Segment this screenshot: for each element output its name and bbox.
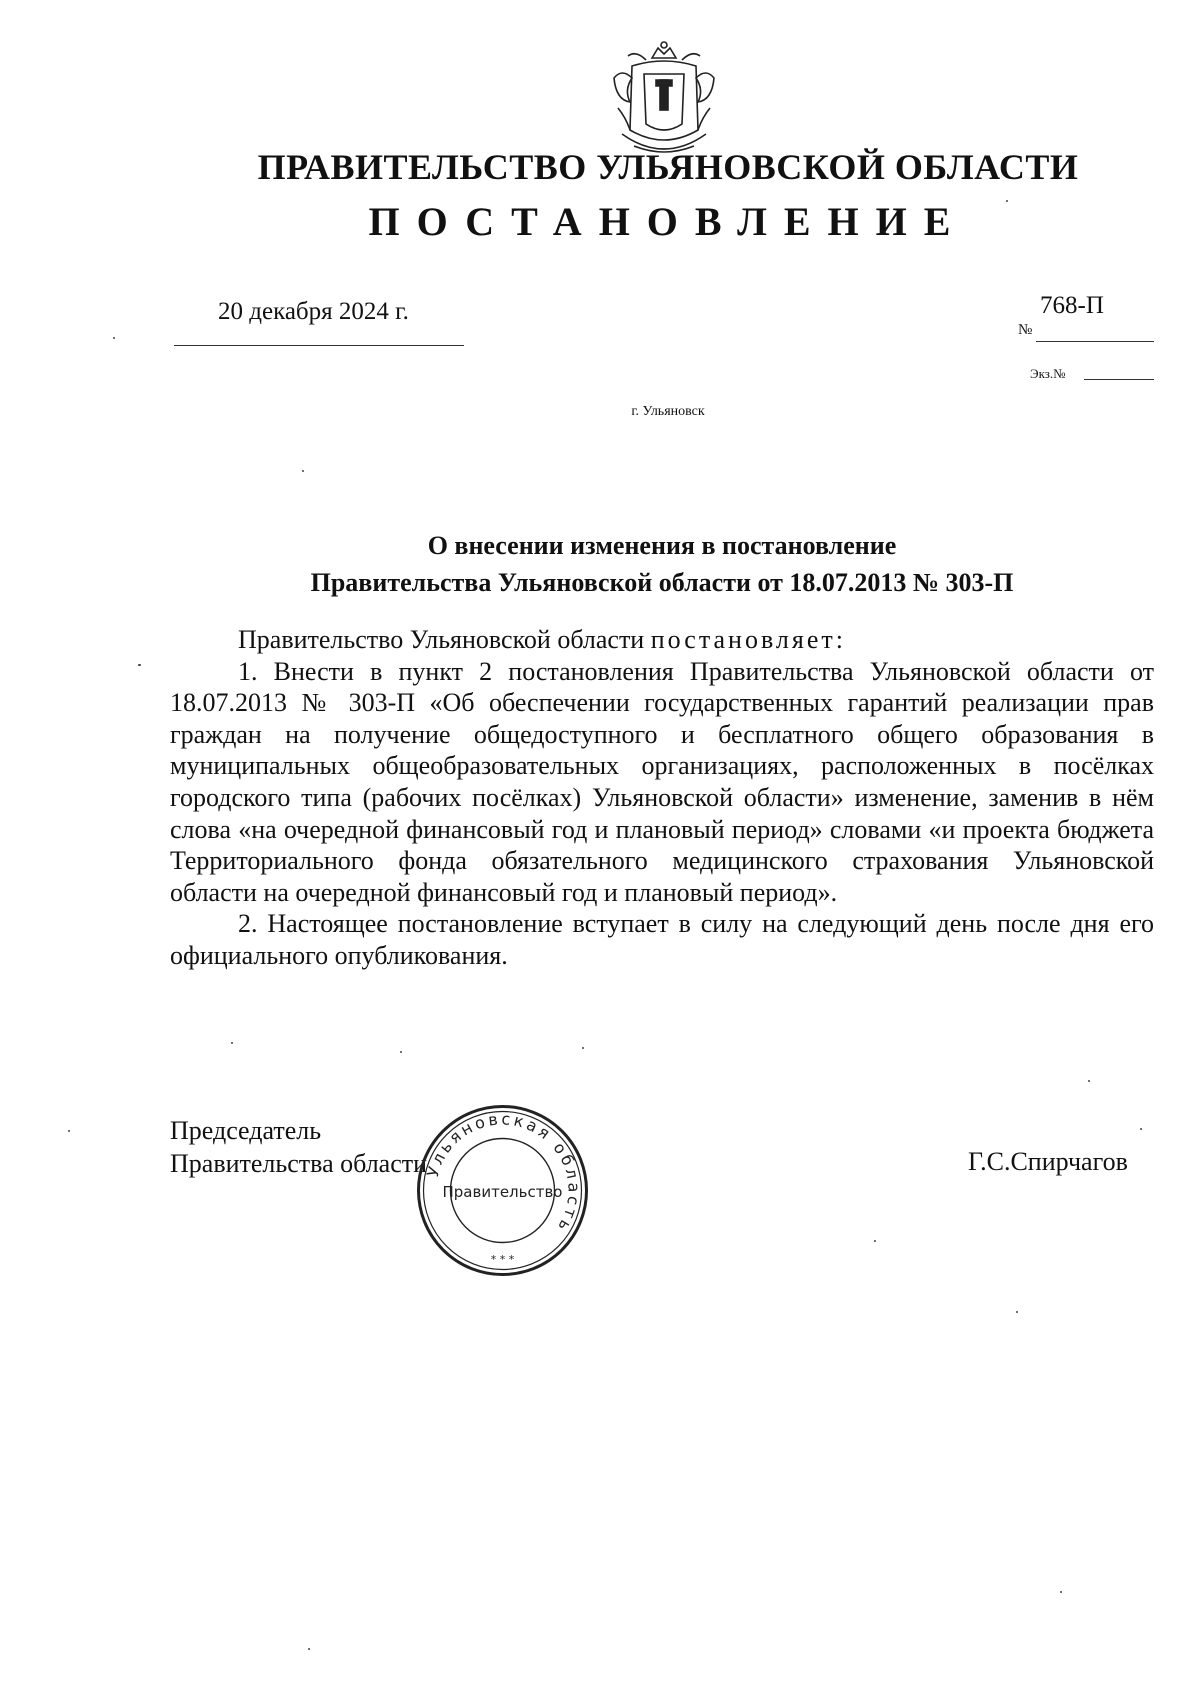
scan-speck <box>1016 1311 1018 1313</box>
number-underline <box>1036 341 1154 342</box>
scan-speck <box>400 1051 402 1053</box>
copy-number-label: Экз.№ <box>1030 366 1066 381</box>
subject-line: О внесении изменения в постановление <box>427 531 897 560</box>
scan-speck <box>138 664 141 666</box>
intro-paragraph <box>170 624 1154 656</box>
scan-speck <box>308 1648 310 1650</box>
scan-speck <box>1140 1128 1142 1130</box>
scan-speck <box>68 1130 70 1132</box>
seal-center-text: Правительство <box>442 1183 563 1201</box>
document-type: ПОСТАНОВЛЕНИЕ <box>368 199 968 244</box>
scan-speck <box>302 470 304 472</box>
item-2-paragraph: 2. Настоящее постановление вступает в силу на следующий день после дня его официального опубликования. <box>170 909 1154 970</box>
document-body <box>170 624 1154 972</box>
scan-speck <box>874 1240 876 1242</box>
intro-verb: постановляет: <box>650 625 846 654</box>
date-underline <box>174 345 464 346</box>
position-line: Председатель <box>170 1116 322 1145</box>
city: г. Ульяновск <box>631 404 705 419</box>
document-subject <box>180 527 1144 601</box>
scan-speck <box>1060 1591 1062 1593</box>
coat-of-arms-icon <box>606 38 722 162</box>
scan-speck <box>1006 200 1008 202</box>
seal-stars: * * * <box>490 1253 515 1266</box>
number-sign: № <box>1018 322 1033 338</box>
official-seal <box>415 1103 590 1278</box>
copy-number-underline <box>1084 379 1154 380</box>
intro-text: Правительство Ульяновской области <box>238 625 645 654</box>
signatory-position <box>170 1114 427 1180</box>
document-number: 768-П <box>1040 292 1104 319</box>
document-date: 20 декабря 2024 г. <box>218 298 409 325</box>
seal-ring-text: Ульяновская область <box>422 1109 584 1238</box>
scan-speck <box>231 1042 233 1044</box>
scan-speck <box>113 337 115 339</box>
signatory-name: Г.С.Спирчагов <box>968 1147 1128 1176</box>
organization-title: ПРАВИТЕЛЬСТВО УЛЬЯНОВСКОЙ ОБЛАСТИ <box>257 147 1079 187</box>
position-line: Правительства области <box>170 1149 428 1178</box>
item-1-paragraph: 1. Внести в пункт 2 постановления Правительства Ульяновской области от 18.07.2013 № 303-П «Об обеспечении государственных гарантий реализации прав граждан на получение общедоступного и бесплатного общего образования в муниципальных общеобразовательных организациях, расположенных в посёлках городского типа (рабочих посёлках) Ульяновской области» изменение, заменив в нём слова «на очередной финансовый год и плановый период» словами «и проекта бюджета Территориального фонда обязательного медицинского страхования Ульяновской области на очередной финансовый год и плановый период». <box>170 656 1154 907</box>
subject-line: Правительства Ульяновской области от 18.07.2013 № 303-П <box>310 568 1014 597</box>
scan-speck <box>582 1047 584 1049</box>
scan-speck <box>1088 1080 1090 1082</box>
